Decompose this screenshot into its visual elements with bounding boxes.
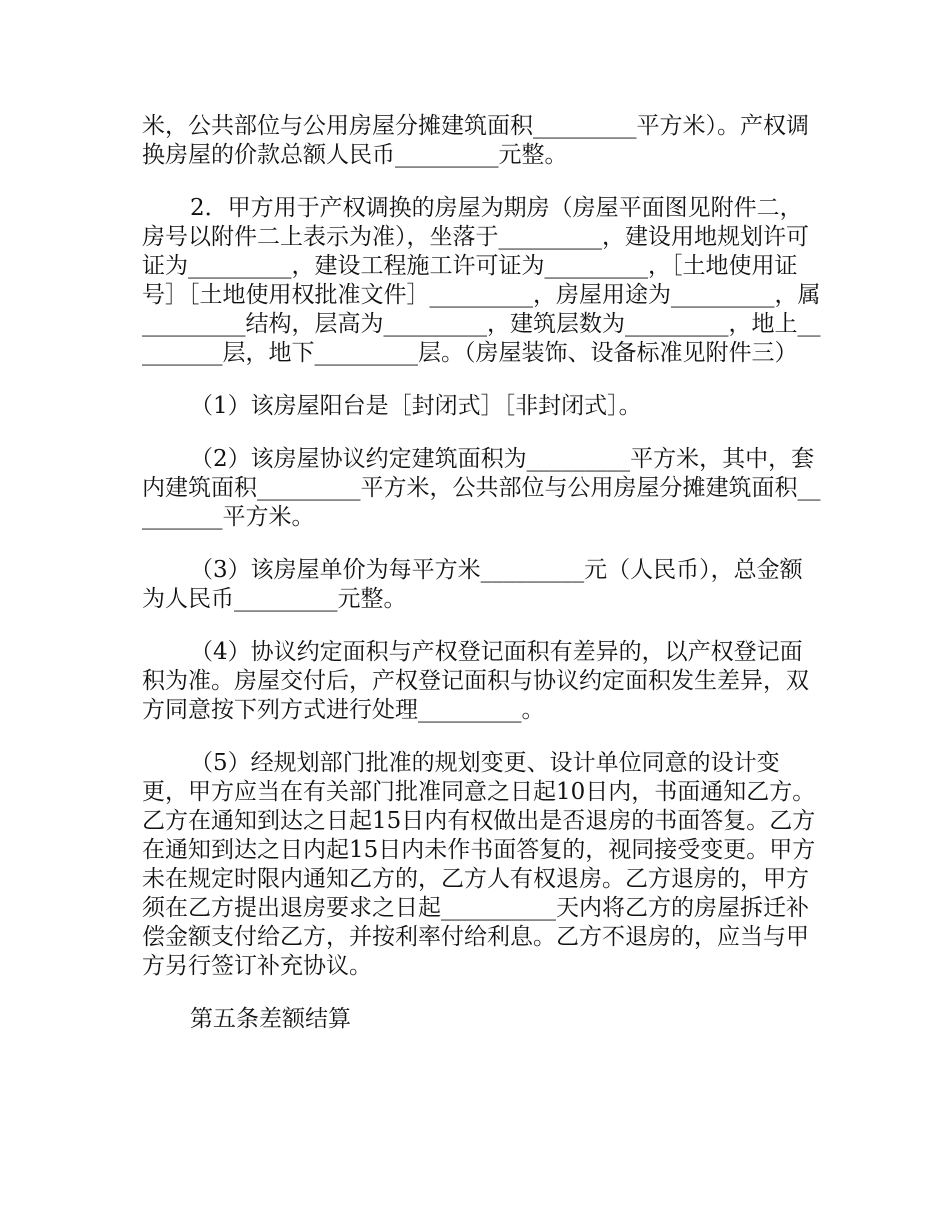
paragraph-item-4-area-difference: （4）协议约定面积与产权登记面积有差异的，以产权登记面积为准。房屋交付后，产权登记面积与协议约定面积发生差异，双方同意按下列方式进行处理_________。 [142,639,809,723]
document-body [142,112,822,1058]
paragraph-item-3-price: （3）该房屋单价为每平方米_________元（人民币），总金额为人民币_________元整。 [142,557,803,612]
paragraph-area-continuation: 米，公共部位与公用房屋分摊建筑面积_________平方米）。产权调换房屋的价款总额人民币_________元整。 [142,113,809,168]
paragraph-item-1-balcony: （1）该房屋阳台是［封闭式］［非封闭式］。 [190,393,642,419]
paragraph-clause-2: 2．甲方用于产权调换的房屋为期房（房屋平面图见附件二，房号以附件二上表示为准），坐落于_________，建设用地规划许可证为_________，建设工程施工许可证为_________，［土地使用证号］［土地使用权批准文件］_________，房屋用途为_________，属_________结构，层高为_________，建筑层数为_________，地上_________层，地下_________层。（房屋装饰、设备标准见附件三） [142,195,821,366]
section-heading-article-5: 第五条差额结算 [190,1006,351,1032]
paragraph-item-2-area: （2）该房屋协议约定建筑面积为_________平方米，其中，套内建筑面积_________平方米，公共部位与公用房屋分摊建筑面积_________平方米。 [142,446,821,530]
paragraph-item-5-plan-change: （5）经规划部门批准的规划变更、设计单位同意的设计变更，甲方应当在有关部门批准同意之日起10日内，书面通知乙方。乙方在通知到达之日起15日内有权做出是否退房的书面答复。乙方在通知到达之日内起15日内未作书面答复的，视同接受变更。甲方未在规定时限内通知乙方的，乙方人有权退房。乙方退房的，甲方须在乙方提出退房要求之日起__________天内将乙方的房屋拆迁补偿金额支付给乙方，并按利率付给利息。乙方不退房的，应当与甲方另行签订补充协议。 [142,750,816,979]
